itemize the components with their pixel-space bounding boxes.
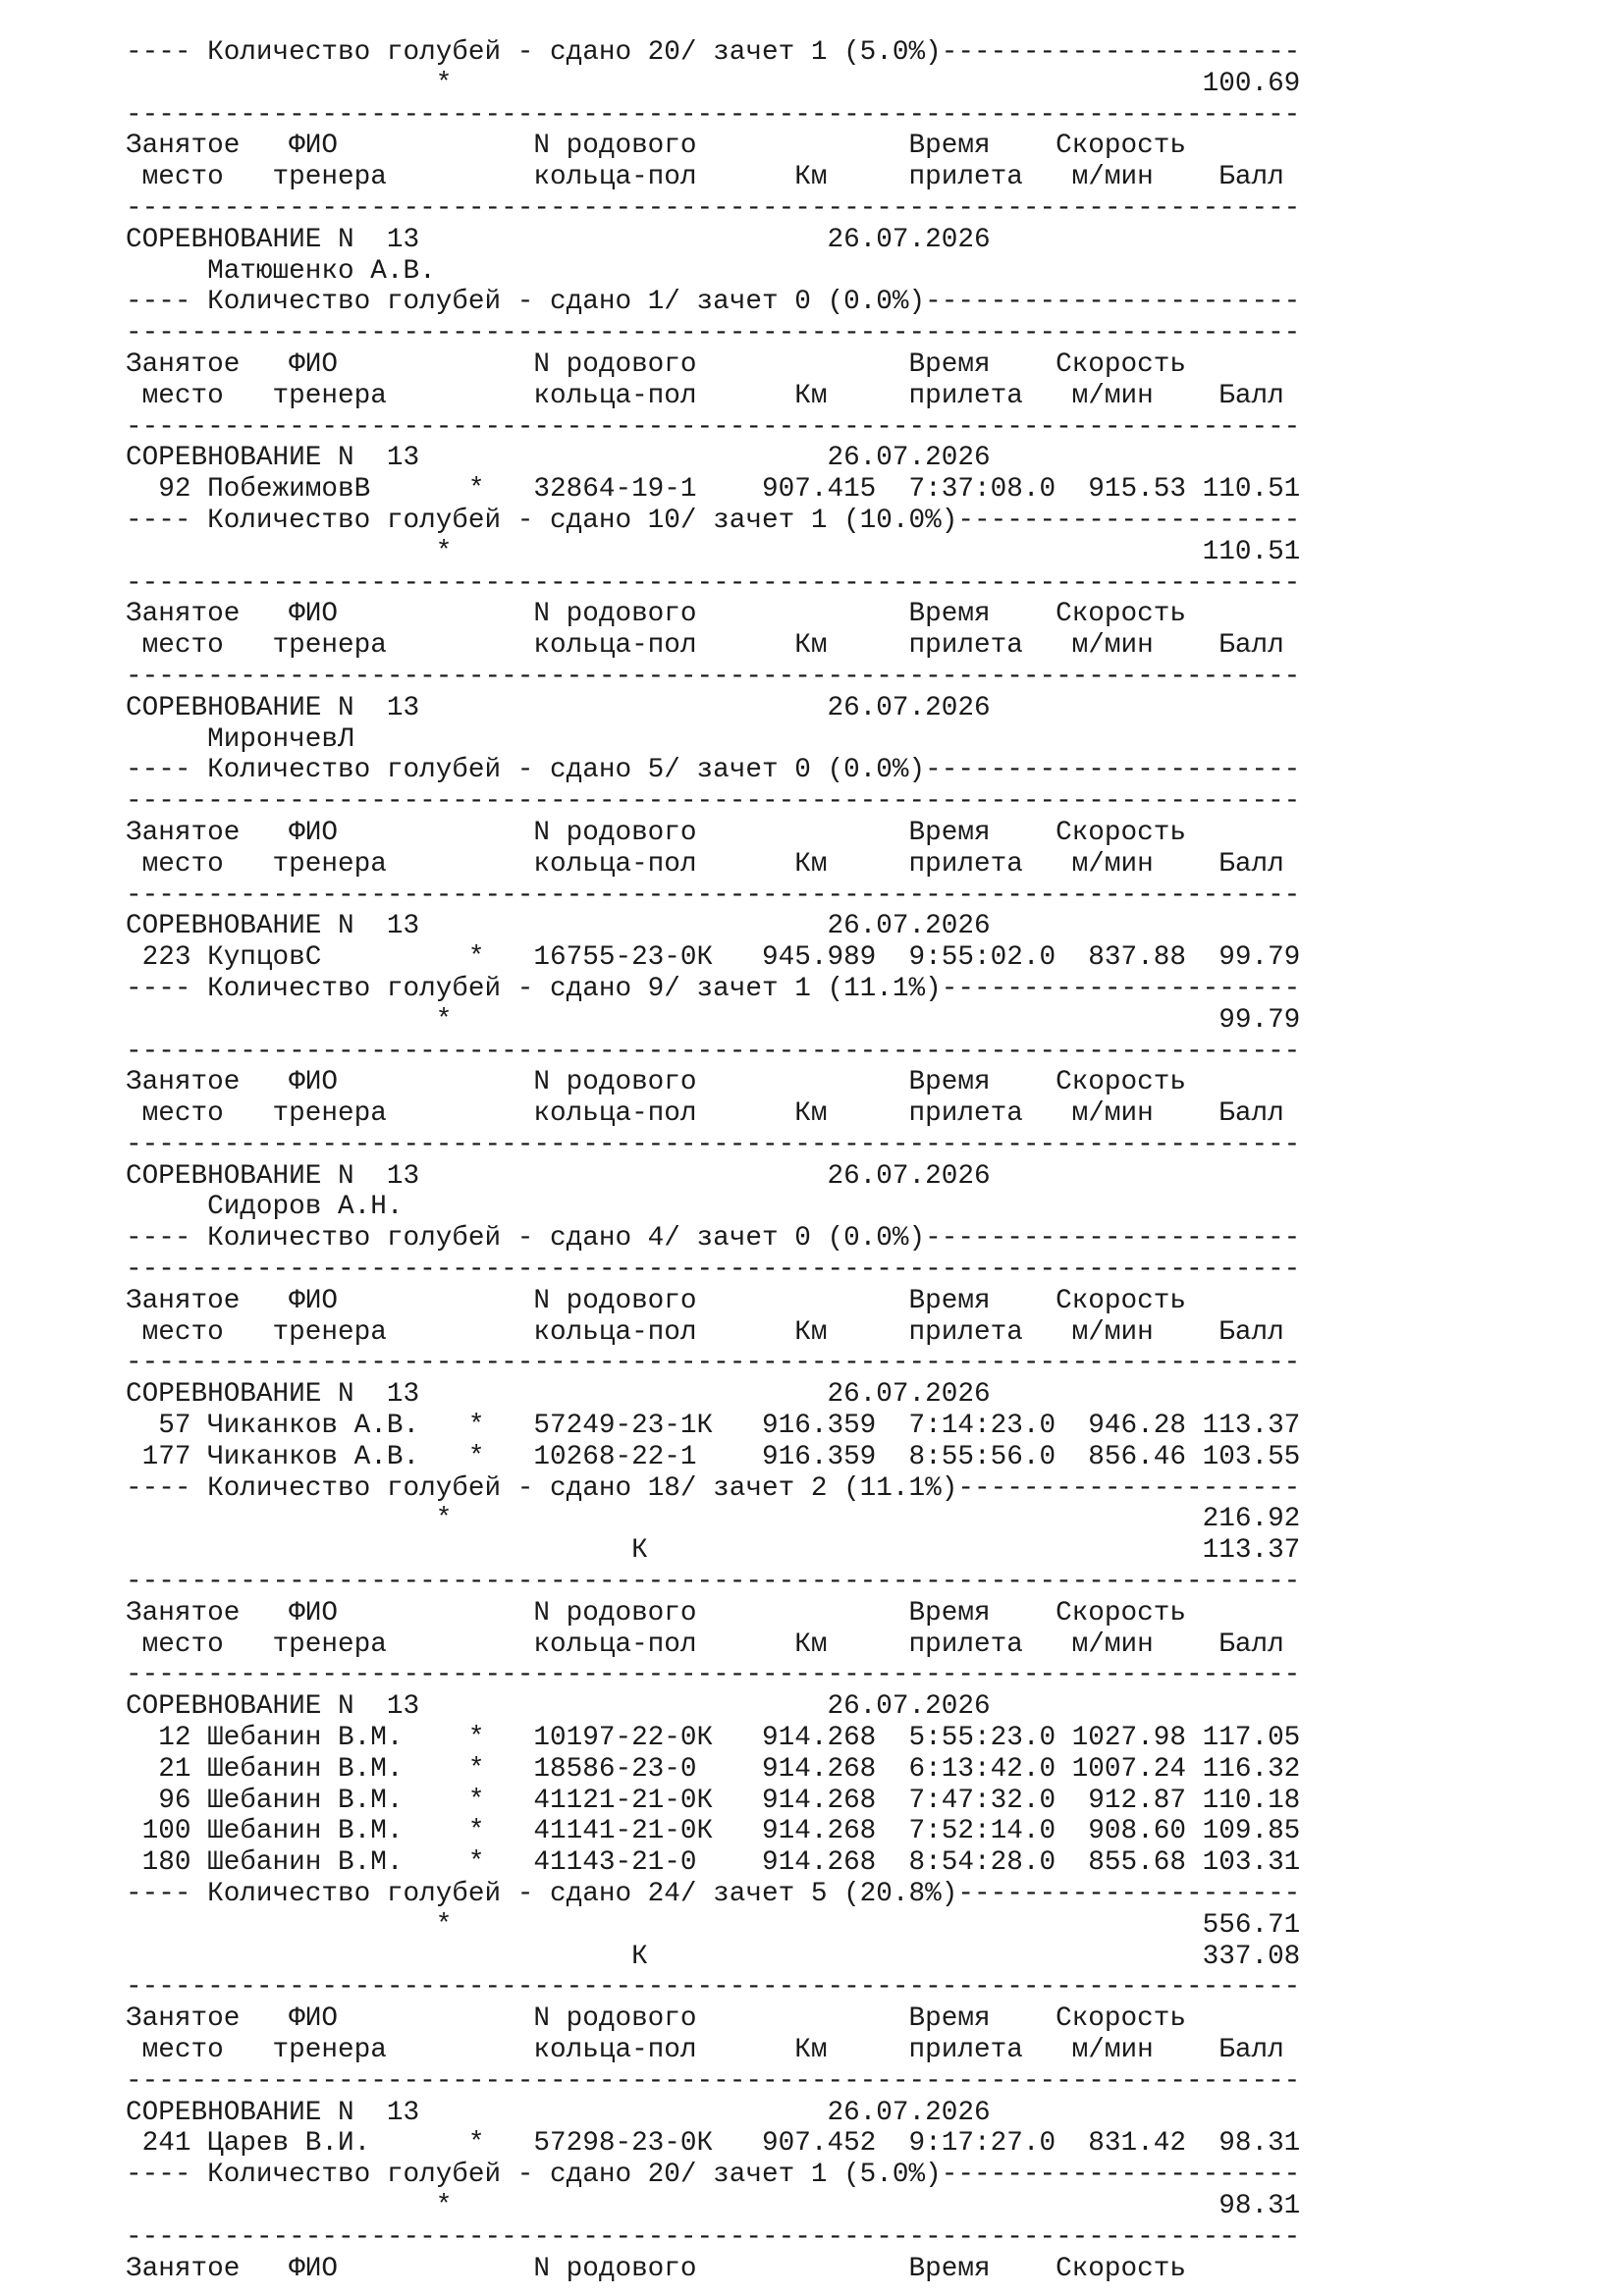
- column-header-line: Занятое ФИО N родового Время Скорость: [126, 348, 1186, 380]
- column-header-line: Занятое ФИО N родового Время Скорость: [126, 1597, 1186, 1629]
- separator-line: ------------------------------------------------------------------------: [126, 1129, 1301, 1160]
- pigeon-count-line: ---- Количество голубей - сдано 10/ зачет 1 (10.0%)---------------------: [126, 505, 1301, 536]
- competition-header-line: СОРЕВНОВАНИЕ N 13 26.07.2026: [126, 224, 991, 255]
- column-header-line: место тренера кольца-пол Км прилета м/мин Балл: [126, 2035, 1284, 2065]
- pigeon-count-line: ---- Количество голубей - сдано 18/ зачет 2 (11.1%)---------------------: [126, 1472, 1301, 1504]
- column-header-line: Занятое ФИО N родового Время Скорость: [126, 1285, 1186, 1316]
- separator-line: ------------------------------------------------------------------------: [126, 192, 1301, 224]
- separator-line: ------------------------------------------------------------------------: [126, 1567, 1301, 1598]
- result-row: 96 Шебанин В.М. * 41121-21-0К 914.268 7:47:32.0 912.87 110.18: [126, 1785, 1301, 1816]
- total-line: * 110.51: [126, 536, 1301, 567]
- competition-header-line: СОРЕВНОВАНИЕ N 13 26.07.2026: [126, 1160, 991, 1192]
- result-row: 12 Шебанин В.М. * 10197-22-0К 914.268 5:55:23.0 1027.98 117.05: [126, 1723, 1301, 1754]
- column-header-line: Занятое ФИО N родового Время Скорость: [126, 2253, 1186, 2284]
- results-printout: [126, 37, 1300, 2284]
- separator-line: ------------------------------------------------------------------------: [126, 880, 1301, 911]
- column-header-line: место тренера кольца-пол Км прилета м/мин Балл: [126, 1098, 1284, 1130]
- separator-line: ------------------------------------------------------------------------: [126, 318, 1301, 349]
- column-header-line: Занятое ФИО N родового Время Скорость: [126, 131, 1186, 162]
- column-header-line: Занятое ФИО N родового Время Скорость: [126, 817, 1186, 848]
- pigeon-count-line: ---- Количество голубей - сдано 1/ зачет 0 (0.0%)-----------------------: [126, 287, 1301, 318]
- trainer-name-line: Матюшенко А.В.: [126, 255, 436, 287]
- total-line: К 113.37: [126, 1535, 1301, 1567]
- result-row: 21 Шебанин В.М. * 18586-23-0 914.268 6:13:42.0 1007.24 116.32: [126, 1753, 1301, 1785]
- competition-header-line: СОРЕВНОВАНИЕ N 13 26.07.2026: [126, 1379, 991, 1411]
- pigeon-count-line: ---- Количество голубей - сдано 5/ зачет 0 (0.0%)-----------------------: [126, 755, 1301, 786]
- pigeon-count-line: ---- Количество голубей - сдано 4/ зачет 0 (0.0%)-----------------------: [126, 1223, 1301, 1255]
- separator-line: ------------------------------------------------------------------------: [126, 567, 1301, 599]
- result-row: 180 Шебанин В.М. * 41143-21-0 914.268 8:54:28.0 855.68 103.31: [126, 1847, 1301, 1879]
- separator-line: ------------------------------------------------------------------------: [126, 786, 1301, 818]
- pigeon-count-line: ---- Количество голубей - сдано 24/ зачет 5 (20.8%)---------------------: [126, 1879, 1301, 1910]
- separator-line: ------------------------------------------------------------------------: [126, 1036, 1301, 1067]
- column-header-line: Занятое ФИО N родового Время Скорость: [126, 599, 1186, 630]
- total-line: К 337.08: [126, 1941, 1301, 1972]
- column-header-line: Занятое ФИО N родового Время Скорость: [126, 1067, 1186, 1098]
- separator-line: ------------------------------------------------------------------------: [126, 1660, 1301, 1691]
- separator-line: ------------------------------------------------------------------------: [126, 2221, 1301, 2253]
- separator-line: ------------------------------------------------------------------------: [126, 1348, 1301, 1379]
- column-header-line: место тренера кольца-пол Км прилета м/мин Балл: [126, 1316, 1284, 1348]
- competition-header-line: СОРЕВНОВАНИЕ N 13 26.07.2026: [126, 911, 991, 942]
- total-line: * 100.69: [126, 68, 1301, 99]
- total-line: * 216.92: [126, 1504, 1301, 1535]
- pigeon-count-line: ---- Количество голубей - сдано 9/ зачет 1 (11.1%)----------------------: [126, 973, 1301, 1004]
- trainer-name-line: Сидоров А.Н.: [126, 1192, 404, 1223]
- separator-line: ------------------------------------------------------------------------: [126, 1972, 1301, 2003]
- competition-header-line: СОРЕВНОВАНИЕ N 13 26.07.2026: [126, 692, 991, 723]
- column-header-line: место тренера кольца-пол Км прилета м/мин Балл: [126, 380, 1284, 411]
- column-header-line: место тренера кольца-пол Км прилета м/мин Балл: [126, 1629, 1284, 1660]
- result-row: 241 Царев В.И. * 57298-23-0К 907.452 9:17:27.0 831.42 98.31: [126, 2128, 1301, 2160]
- result-row: 92 ПобежимовВ * 32864-19-1 907.415 7:37:08.0 915.53 110.51: [126, 474, 1301, 506]
- competition-header-line: СОРЕВНОВАНИЕ N 13 26.07.2026: [126, 443, 991, 474]
- total-line: * 99.79: [126, 1004, 1301, 1036]
- column-header-line: место тренера кольца-пол Км прилета м/мин Балл: [126, 630, 1284, 662]
- total-line: * 556.71: [126, 1909, 1301, 1941]
- separator-line: ------------------------------------------------------------------------: [126, 411, 1301, 443]
- result-row: 100 Шебанин В.М. * 41141-21-0К 914.268 7:52:14.0 908.60 109.85: [126, 1816, 1301, 1847]
- result-row: 223 КупцовС * 16755-23-0К 945.989 9:55:02.0 837.88 99.79: [126, 942, 1301, 974]
- separator-line: ------------------------------------------------------------------------: [126, 2065, 1301, 2097]
- column-header-line: место тренера кольца-пол Км прилета м/мин Балл: [126, 848, 1284, 880]
- competition-header-line: СОРЕВНОВАНИЕ N 13 26.07.2026: [126, 2097, 991, 2128]
- separator-line: ------------------------------------------------------------------------: [126, 1255, 1301, 1286]
- separator-line: ------------------------------------------------------------------------: [126, 661, 1301, 692]
- column-header-line: Занятое ФИО N родового Время Скорость: [126, 2003, 1186, 2035]
- total-line: * 98.31: [126, 2190, 1301, 2221]
- trainer-name-line: МирончевЛ: [126, 723, 354, 755]
- result-row: 177 Чиканков А.В. * 10268-22-1 916.359 8:55:56.0 856.46 103.55: [126, 1441, 1301, 1472]
- pigeon-count-line: ---- Количество голубей - сдано 20/ зачет 1 (5.0%)----------------------: [126, 2160, 1301, 2191]
- result-row: 57 Чиканков А.В. * 57249-23-1К 916.359 7:14:23.0 946.28 113.37: [126, 1411, 1301, 1442]
- separator-line: ------------------------------------------------------------------------: [126, 99, 1301, 131]
- column-header-line: место тренера кольца-пол Км прилета м/мин Балл: [126, 162, 1284, 193]
- pigeon-count-line: ---- Количество голубей - сдано 20/ зачет 1 (5.0%)----------------------: [126, 37, 1301, 68]
- competition-header-line: СОРЕВНОВАНИЕ N 13 26.07.2026: [126, 1691, 991, 1723]
